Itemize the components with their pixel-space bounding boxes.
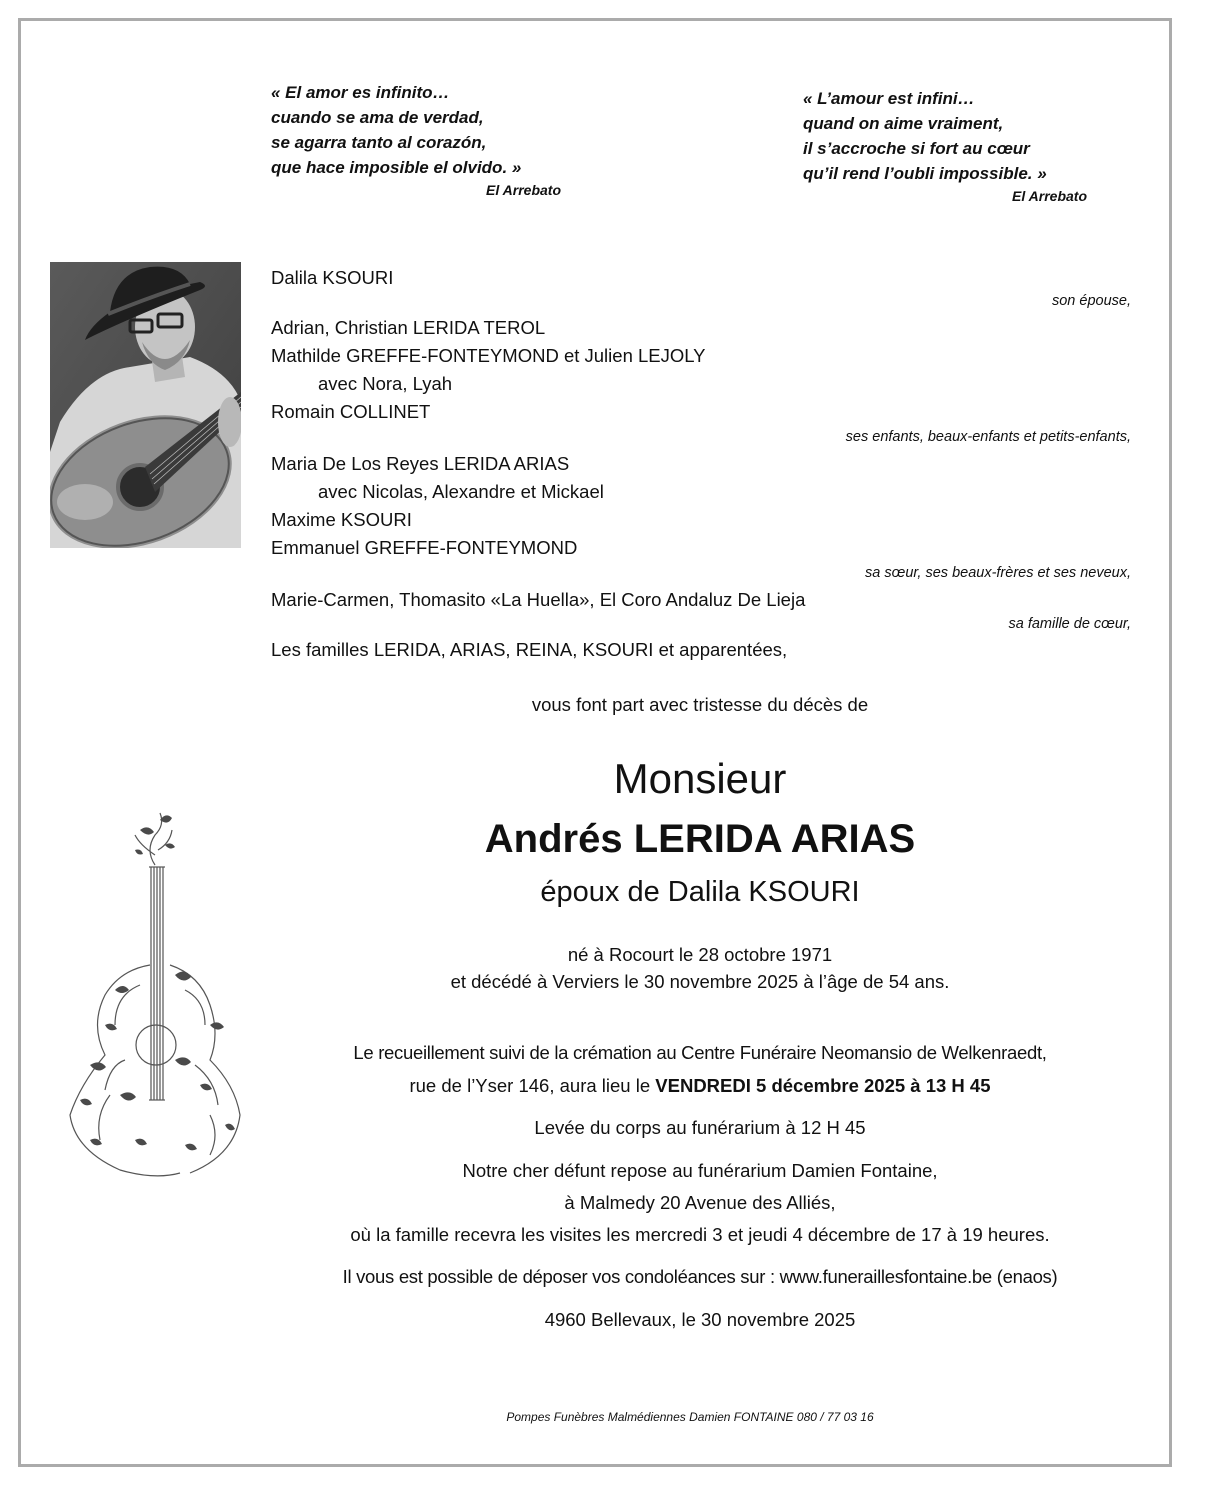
family-member: Maxime KSOURI — [271, 509, 412, 530]
family-member: Mathilde GREFFE-FONTEYMOND et Julien LEJOLY — [271, 345, 706, 366]
death-info: et décédé à Verviers le 30 novembre 2025 à l’âge de 54 ans. — [450, 971, 950, 992]
quote-line: « El amor es infinito… — [271, 83, 450, 102]
place-date: 4960 Bellevaux, le 30 novembre 2025 — [544, 1309, 856, 1330]
relation-siblings: sa sœur, ses beaux-frères et ses neveux, — [865, 565, 1131, 581]
ceremony-line1: Le recueillement suivi de la crémation au Centre Funéraire Neomansio de Welkenraedt, — [353, 1042, 1047, 1063]
guitar-floral-icon — [60, 795, 250, 1180]
family-member: Romain COLLINET — [271, 401, 431, 422]
deceased-title: Monsieur — [613, 755, 787, 802]
portrait-photo — [50, 262, 241, 548]
announcement-intro: vous font part avec tristesse du décès de — [531, 694, 869, 715]
deceased-name: Andrés LERIDA ARIAS — [484, 817, 916, 861]
repose-line2: à Malmedy 20 Avenue des Alliés, — [564, 1192, 836, 1213]
portrait-guitarist-image — [50, 262, 241, 548]
family-extended: Les familles LERIDA, ARIAS, REINA, KSOURI et apparentées, — [271, 639, 788, 660]
family-member-indent: avec Nora, Lyah — [318, 373, 453, 394]
quote-line: quand on aime vraiment, — [803, 114, 1004, 133]
quote-line: que hace imposible el olvido. » — [271, 158, 522, 177]
quote-line: se agarra tanto al corazón, — [271, 133, 487, 152]
condolences-link[interactable]: Il vous est possible de déposer vos condoléances sur : www.funeraillesfontaine.be (enaos) — [342, 1266, 1058, 1287]
relation-children: ses enfants, beaux-enfants et petits-enfants, — [845, 429, 1131, 445]
family-children — [271, 314, 706, 426]
family-member: Maria De Los Reyes LERIDA ARIAS — [271, 453, 570, 474]
family-spouse: Dalila KSOURI — [271, 267, 394, 288]
deceased-spouse-of: époux de Dalila KSOURI — [540, 876, 860, 908]
page-border — [18, 18, 1172, 1467]
quote-line: cuando se ama de verdad, — [271, 108, 484, 127]
relation-heart: sa famille de cœur, — [1008, 616, 1131, 632]
quote-line: « L’amour est infini… — [803, 89, 975, 108]
funeral-home-footer: Pompes Funèbres Malmédiennes Damien FONTAINE 080 / 77 03 16 — [506, 1410, 874, 1424]
repose-line1: Notre cher défunt repose au funérarium Damien Fontaine, — [462, 1160, 938, 1181]
levee-du-corps: Levée du corps au funérarium à 12 H 45 — [534, 1117, 866, 1138]
quote-author: El Arrebato — [1012, 188, 1087, 204]
family-member: Adrian, Christian LERIDA TEROL — [271, 317, 546, 338]
family-siblings — [271, 450, 604, 562]
family-member: Emmanuel GREFFE-FONTEYMOND — [271, 537, 578, 558]
family-heart: Marie-Carmen, Thomasito «La Huella», El Coro Andaluz De Lieja — [271, 589, 806, 610]
quote-line: qu’il rend l’oubli impossible. » — [803, 164, 1047, 183]
quote-line: il s’accroche si fort au cœur — [803, 139, 1030, 158]
quote-author: El Arrebato — [486, 182, 561, 198]
ceremony-line2 — [270, 1075, 1130, 1097]
birth-info: né à Rocourt le 28 octobre 1971 — [567, 944, 833, 965]
family-member-indent: avec Nicolas, Alexandre et Mickael — [318, 481, 604, 502]
quote-spanish — [271, 80, 561, 200]
ceremony-datetime: VENDREDI 5 décembre 2025 à 13 H 45 — [655, 1075, 991, 1096]
ceremony-location: rue de l’Yser 146, aura lieu le — [409, 1075, 656, 1096]
visiting-hours: où la famille recevra les visites les mercredi 3 et jeudi 4 décembre de 17 à 19 heures. — [350, 1224, 1050, 1245]
relation-spouse: son épouse, — [1051, 293, 1131, 309]
floral-guitar-illustration — [60, 795, 250, 1180]
quote-french — [803, 86, 1087, 206]
